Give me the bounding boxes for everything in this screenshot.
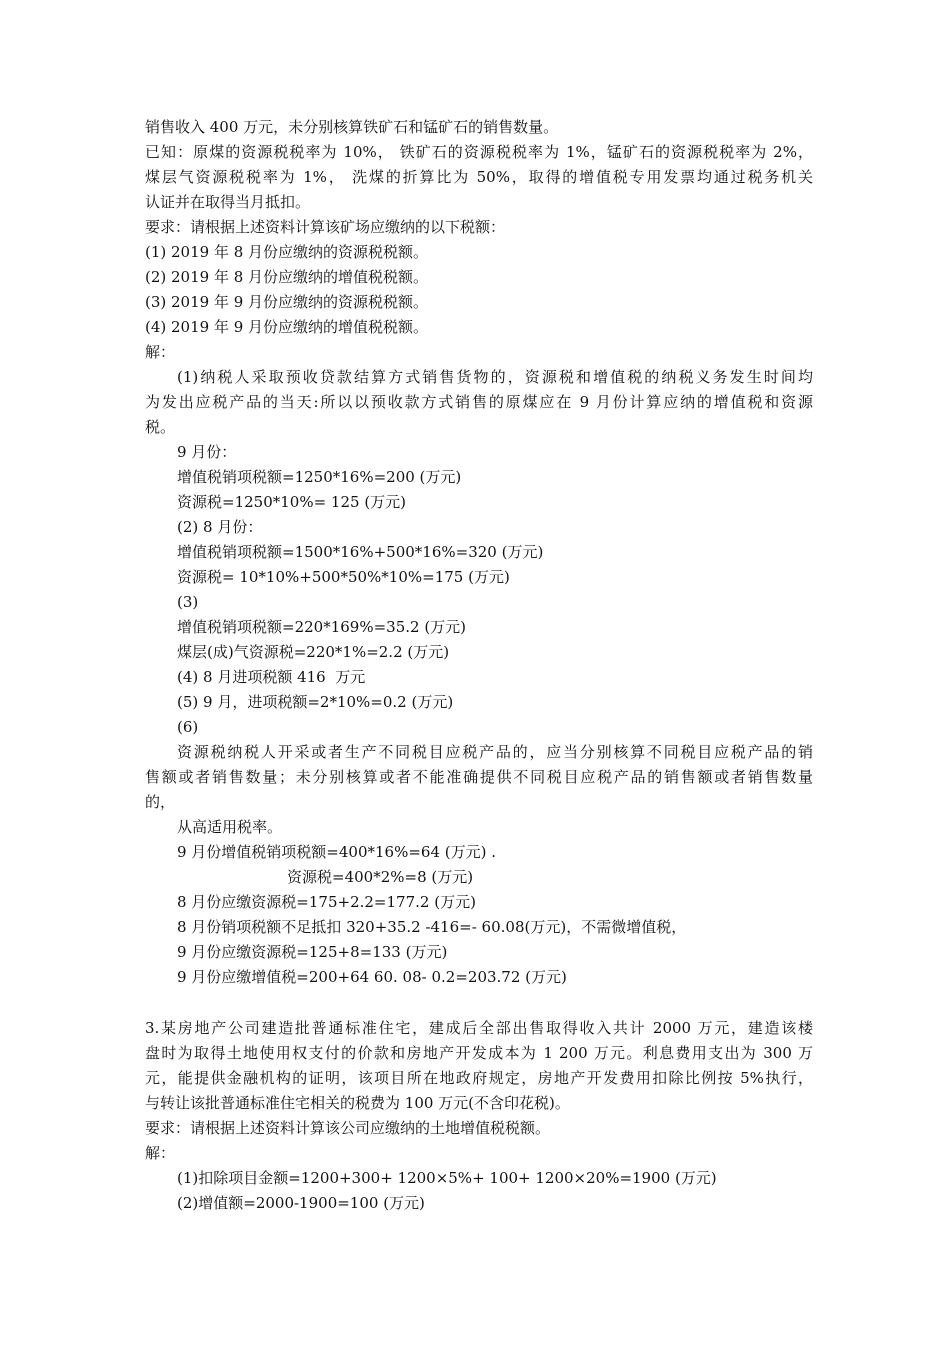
text-line: (1)纳税人采取预收贷款结算方式销售货物的，资源税和增值税的纳税义务发生时间均 <box>177 368 813 386</box>
text-line: (1) 2019 年 8 月份应缴纳的资源税税额。 <box>145 243 429 261</box>
text-line: 的， <box>145 793 176 811</box>
text-line: 增值税销项税额=220*169%=35.2 (万元) <box>177 618 467 636</box>
problem-section-3 <box>145 1016 813 1216</box>
text-line: 煤层气资源税税率为 1%， 洗煤的折算比为 50%，取得的增值税专用发票均通过税务机关 <box>145 168 813 186</box>
text-line: 资源税= 10*10%+500*50%*10%=175 (万元) <box>177 568 510 586</box>
text-line: (2)增值额=2000-1900=100 (万元) <box>177 1194 425 1212</box>
text-line: 为发出应税产品的当天:所以以预收款方式销售的原煤应在 9 月份计算应纳的增值税和资源 <box>145 393 813 411</box>
text-line: 增值税销项税额=1250*16%=200 (万元) <box>177 468 462 486</box>
text-line: 8 月份应缴资源税=175+2.2=177.2 (万元) <box>177 893 476 911</box>
text-line: 9 月份应缴资源税=125+8=133 (万元) <box>177 943 448 961</box>
text-line: 销售收入 400 万元，未分别核算铁矿石和锰矿石的销售数量。 <box>145 118 559 136</box>
text-line: 要求：请根据上述资料计算该公司应缴纳的土地增值税税额。 <box>145 1119 551 1137</box>
text-line: (5) 9 月，进项税额=2*10%=0.2 (万元) <box>177 693 454 711</box>
solution-section-2 <box>145 115 813 990</box>
text-line: 9 月份： <box>177 443 237 461</box>
text-line: (2) 2019 年 8 月份应缴纳的增值税税额。 <box>145 268 429 286</box>
text-line: (4) 8 月进项税额 416 万元 <box>177 668 366 686</box>
text-line: 与转让该批普通标准住宅相关的税费为 100 万元(不含印花税)。 <box>145 1094 570 1112</box>
text-line: 资源税=400*2%=8 (万元) <box>287 868 474 886</box>
text-line: 8 月份销项税额不足抵扣 320+35.2 -416=- 60.08(万元)，不需微增值税， <box>177 918 687 936</box>
text-line: (1)扣除项目金额=1200+300+ 1200×5%+ 100+ 1200×20%=1900 (万元) <box>177 1169 717 1187</box>
text-line: 盘时为取得土地使用权支付的价款和房地产开发成本为 1 200 万元。利息费用支出为 300 万 <box>145 1044 813 1062</box>
text-line: 3.某房地产公司建造批普通标准住宅，建成后全部出售取得收入共计 2000 万元，建造该楼 <box>145 1019 813 1037</box>
text-line: 元，能提供金融机构的证明，该项目所在地政府规定，房地产开发费用扣除比例按 5%执行， <box>145 1069 813 1087</box>
text-line: 解： <box>145 1144 176 1162</box>
text-line: 解： <box>145 343 176 361</box>
text-line: (6) <box>177 718 199 736</box>
text-line: (3) 2019 年 9 月份应缴纳的资源税税额。 <box>145 293 429 311</box>
text-line: 从高适用税率。 <box>177 818 283 836</box>
text-line: 税。 <box>145 418 176 436</box>
text-line: (4) 2019 年 9 月份应缴纳的增值税税额。 <box>145 318 429 336</box>
text-line: 9 月份增值税销项税额=400*16%=64 (万元) . <box>177 843 497 861</box>
text-line: 认证并在取得当月抵扣。 <box>145 193 311 211</box>
text-line: 售额或者销售数量；未分别核算或者不能准确提供不同税目应税产品的销售额或者销售数量 <box>145 768 813 786</box>
text-line: 已知：原煤的资源税税率为 10%， 铁矿石的资源税税率为 1%，锰矿石的资源税税率为 2%， <box>145 143 813 161</box>
text-line: 增值税销项税额=1500*16%+500*16%=320 (万元) <box>177 543 544 561</box>
text-line: (3) <box>177 593 199 611</box>
text-line: (2) 8 月份： <box>177 518 263 536</box>
text-line: 9 月份应缴增值税=200+64 60. 08- 0.2=203.72 (万元) <box>177 968 567 986</box>
text-line: 煤层(成)气资源税=220*1%=2.2 (万元) <box>177 643 450 661</box>
text-line: 要求：请根据上述资料计算该矿场应缴纳的以下税额： <box>145 218 506 236</box>
text-line: 资源税纳税人开采或者生产不同税目应税产品的，应当分别核算不同税目应税产品的销 <box>177 743 813 761</box>
text-line: 资源税=1250*10%= 125 (万元) <box>177 493 407 511</box>
